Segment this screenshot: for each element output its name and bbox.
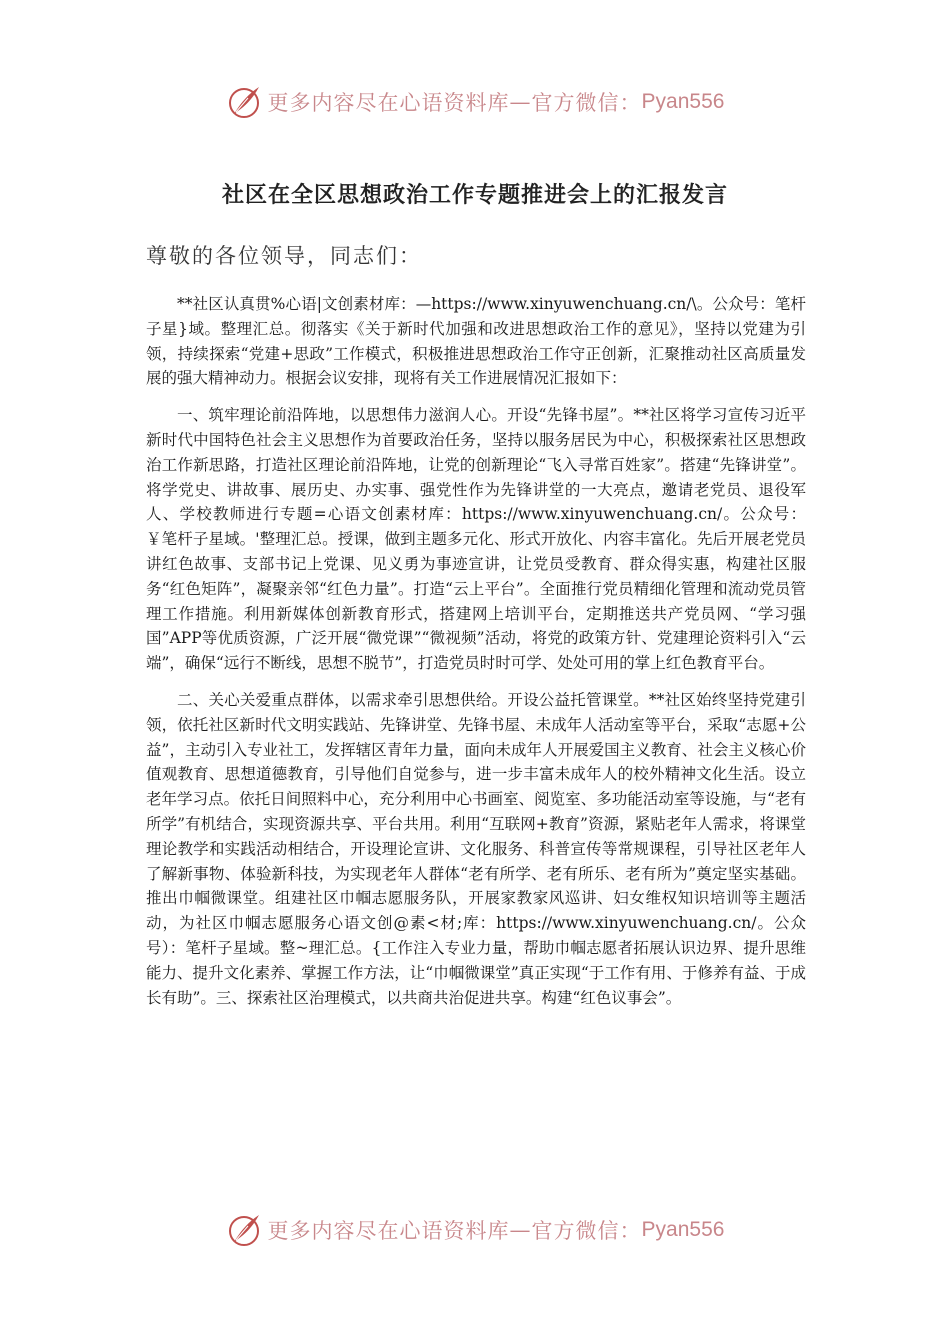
banner-main-text: 更多内容尽在心语资料库 bbox=[267, 91, 510, 115]
header-banner bbox=[0, 82, 950, 122]
paragraph-intro: **社区认真贯%心语|文创素材库：—https://www.xinyuwenchuang.cn/\。公众号：笔杆子星}域。整理汇总。彻落实《关于新时代加强和改进思想政治工作的意见》，坚持以党建为引领，持续探索“党建+思政”工作模式，积极推进思想政治工作守正创新，汇聚推动社区高质量发展的强大精神动力。根据会议安排，现将有关工作进展情况汇报如下： bbox=[146, 295, 806, 388]
paragraph-section-one: 一、筑牢理论前沿阵地，以思想伟力滋润人心。开设“先锋书屋”。**社区将学习宣传习近平新时代中国特色社会主义思想作为首要政治任务，坚持以服务居民为中心，积极探索社区思想政治工作新思路，打造社区理论前沿阵地，让党的创新理论“飞入寻常百姓家”。搭建“先锋讲堂”。将学党史、讲故事、展历史、办实事、强党性作为先锋讲堂的一大亮点，邀请老党员、退役军人、学校教师进行专题=心语文创素材库：https://www.xinyuwenchuang.cn/。公众号：￥笔杆子星域。'整理汇总。授课，做到主题多元化、形式开放化、内容丰富化。先后开展老党员讲红色故事、支部书记上党课、见义勇为事迹宣讲，让党员受教育、群众得实惠，构建社区服务“红色矩阵”，凝聚亲邻“红色力量”。打造“云上平台”。全面推行党员精细化管理和流动党员管理工作措施。利用新媒体创新教育形式，搭建网上培训平台，定期推送共产党员网、“学习强国”APP等优质资源，广泛开展“微党课”“微视频”活动，将党的政策方针、党建理论资料引入“云端”，确保“远行不断线，思想不脱节”，打造党员时时可学、处处可用的掌上红色教育平台。 bbox=[146, 406, 806, 673]
banner-dash: — bbox=[509, 1218, 532, 1242]
quill-pen-icon bbox=[226, 84, 262, 120]
document-greeting: 尊敬的各位领导，同志们： bbox=[146, 244, 422, 268]
footer-banner bbox=[0, 1210, 950, 1250]
banner-wechat-id: Pyan556 bbox=[641, 1218, 725, 1241]
quill-pen-icon bbox=[226, 1212, 262, 1248]
banner-official-label: 官方微信： bbox=[531, 1219, 642, 1243]
banner-wechat-id: Pyan556 bbox=[641, 90, 725, 113]
banner-official-label: 官方微信： bbox=[531, 91, 642, 115]
banner-main-text: 更多内容尽在心语资料库 bbox=[267, 1219, 510, 1243]
document-title: 社区在全区思想政治工作专题推进会上的汇报发言 bbox=[221, 183, 728, 208]
document-body bbox=[146, 292, 806, 1022]
paragraph-section-two: 二、关心关爱重点群体，以需求牵引思想供给。开设公益托管课堂。**社区始终坚持党建引领，依托社区新时代文明实践站、先锋讲堂、先锋书屋、未成年人活动室等平台，采取“志愿+公益”，主动引入专业社工，发挥辖区青年力量，面向未成年人开展爱国主义教育、社会主义核心价值观教育、思想道德教育，引导他们自觉参与，进一步丰富未成年人的校外精神文化生活。设立老年学习点。依托日间照料中心，充分利用中心书画室、阅览室、多功能活动室等设施，与“老有所学”有机结合，实现资源共享、平台共用。利用“互联网+教育”资源，紧贴老年人需求，将课堂理论教学和实践活动相结合，开设理论宣讲、文化服务、科普宣传等常规课程，引导社区老年人了解新事物、体验新科技，为实现老年人群体“老有所学、老有所乐、老有所为”奠定坚实基础。推出巾帼微课堂。组建社区巾帼志愿服务队，开展家教家风巡讲、妇女维权知识培训等主题活动，为社区巾帼志愿服务心语文创@素<材;库：https://www.xinyuwenchuang.cn/。公众号）：笔杆子星域。整~理汇总。{工作注入专业力量，帮助巾帼志愿者拓展认识边界、提升思维能力、提升文化素养、掌握工作方法，让“巾帼微课堂”真正实现“于工作有用、于修养有益、于成长有助”。三、探索社区治理模式，以共商共治促进共享。构建“红色议事会”。 bbox=[146, 690, 806, 1007]
banner-dash: — bbox=[509, 90, 532, 114]
